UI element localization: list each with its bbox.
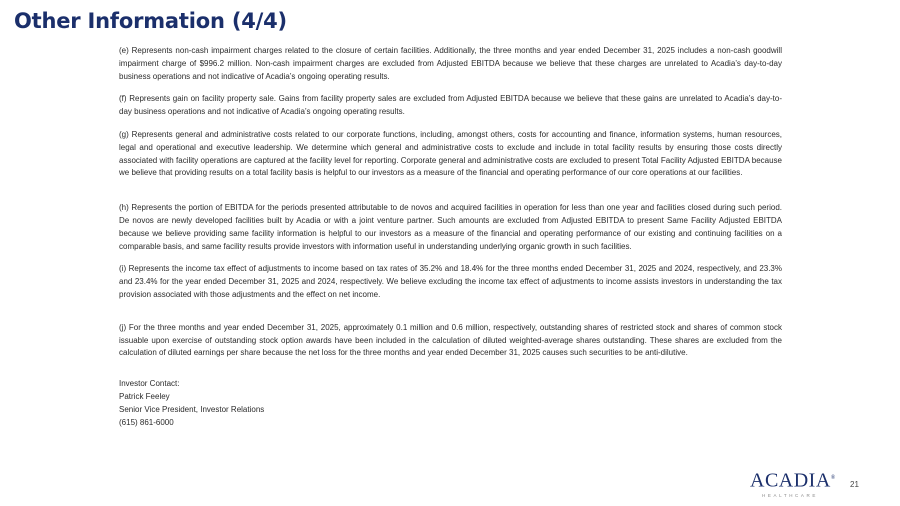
page-title: Other Information (4/4): [14, 9, 287, 33]
contact-name: Patrick Feeley: [119, 391, 170, 401]
page-number: 21: [850, 480, 859, 489]
footnote-j: (j) For the three months and year ended December 31, 2025, approximately 0.1 million and 0.6 million, respectively, outstanding shares of restricted stock and shares of common stock issuable upon exercise of outstanding stock option awards have been included in the calculation of diluted weighted-average shares outstanding. These shares are excluded from the calculation of diluted earnings per share because the net loss for the three months and year ended December 31, 2025 causes such securities to be anti-dilutive.: [119, 322, 782, 358]
registered-mark: ®: [830, 475, 836, 481]
footnote-h: (h) Represents the portion of EBITDA for the periods presented attributable to de novos and acquired facilities in operation for less than one year and facilities closed during such period. De novos are newly developed facilities built by Acadia or with a joint venture partner. Such amounts are excluded from Adjusted EBITDA to present Same Facility Adjusted EBITDA because we believe providing same facility information is helpful to our investors as a measure of the financial and operating performance of our existing and continuing facilities on a comparable basis, and same facility results provide investors with information useful in understanding underlying organic growth in such facilities.: [119, 203, 782, 251]
footnote-i: (i) Represents the income tax effect of adjustments to income based on tax rates of 35.2% and 18.4% for the three months ended December 31, 2025 and 2024, respectively, and 23.3% and 23.4% for the year ended December 31, 2025 and 2024, respectively. We believe excluding the income tax effect of adjustments to income assists investors in understanding the tax provision associated with those adjustments and the effect on net income.: [119, 264, 782, 299]
footnotes: [119, 45, 782, 429]
logo-wordmark: ACADIA: [750, 469, 831, 492]
contact-role: Senior Vice President, Investor Relations: [119, 404, 265, 414]
footnote-g: (g) Represents general and administrative costs related to our corporate functions, including, amongst others, costs for accounting and finance, information systems, human resources, legal and operational and executive leadership. We determine which general and administrative costs to exclude and include in total facility results by ensuring those costs directly associated with facility operations are captured at the facility level for reporting. Corporate general and administrative costs are excluded to present Total Facility Adjusted EBITDA because we believe that providing results on a total facility basis is helpful to our investors as a measure of the financial and operating performance of our core operations at our facilities.: [119, 129, 782, 178]
acadia-logo: [750, 468, 836, 498]
logo-subtitle: HEALTHCARE: [762, 492, 818, 498]
investor-contact: [119, 378, 782, 429]
footnote-f: (f) Represents gain on facility property sale. Gains from facility property sales are excluded from Adjusted EBITDA because we believe that these gains are unrelated to Acadia’s day-to-day business operations and not indicative of Acadia’s ongoing operating results.: [119, 94, 782, 117]
contact-heading: Investor Contact:: [119, 379, 180, 389]
contact-phone: (615) 861-6000: [119, 417, 174, 427]
footnote-e: (e) Represents non-cash impairment charges related to the closure of certain facilities. Additionally, the three months and year ended December 31, 2025 includes a non-cash goodwill impairment charge of $996.2 million. Non-cash impairment charges are excluded from Adjusted EBITDA because we believe that these charges are unrelated to Acadia’s day-to-day business operations and not indicative of Acadia’s ongoing operating results.: [119, 46, 782, 81]
